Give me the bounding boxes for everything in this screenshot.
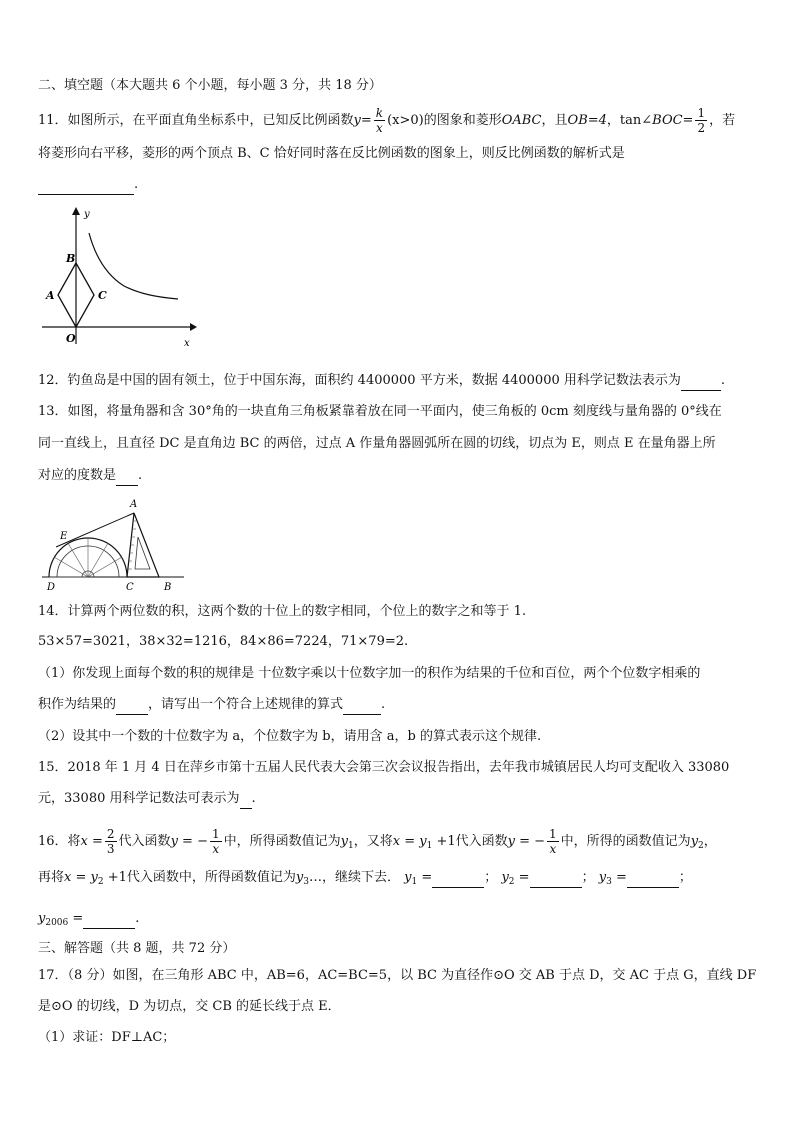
- q16-x3-tail: +1: [103, 870, 127, 885]
- q11-frac-k-x: [374, 106, 385, 135]
- q16-f2-num: 1: [549, 827, 557, 841]
- q11-line3: [38, 176, 758, 195]
- q16-line2: [38, 869, 758, 891]
- q16-x-eq2: x = y: [392, 834, 427, 849]
- q17-line2: 是⊙O 的切线，D 为切点，交 CB 的延长线于点 E．: [38, 999, 341, 1014]
- section3-heading: 三、解答题（共 8 题，共 72 分）: [38, 941, 236, 956]
- q16-text8: 再将: [38, 870, 65, 885]
- q11-line1: [38, 106, 758, 135]
- q16-f2-frac: [547, 827, 559, 856]
- q16-y1-sub: 1: [347, 841, 354, 851]
- q16-ans3-eq: =: [611, 870, 627, 885]
- q16-y3: y: [295, 870, 304, 885]
- q11-x-arrow: [190, 323, 197, 331]
- q13-label-a: A: [130, 499, 138, 510]
- q16-ans1-sub: 1: [411, 877, 418, 887]
- q16-y2-sub: 2: [698, 841, 704, 851]
- q13-label-d: D: [47, 582, 56, 593]
- q11-tan-num: 1: [697, 106, 706, 120]
- q11-label-o: O: [66, 332, 76, 345]
- q11-frac-num: k: [375, 106, 384, 120]
- q16-f-num: 1: [211, 827, 220, 841]
- q16-y1: y: [340, 834, 348, 849]
- q12-line: [38, 372, 758, 391]
- q11-y-label: y: [84, 209, 90, 220]
- q13-triangle-inner: [135, 537, 150, 569]
- q15-end: .: [251, 791, 256, 806]
- q16-y-eq: y = −: [170, 834, 208, 849]
- q11-text2: (x>0)的图象和菱形: [387, 113, 502, 128]
- q11-text4: ，tan∠: [606, 113, 653, 128]
- q16-ans4-eq: =: [68, 911, 84, 926]
- q13-label-c: C: [126, 582, 134, 593]
- q16-sep2: ；: [581, 870, 595, 885]
- q16-text2: 代入函数: [118, 834, 171, 849]
- q16-y3-sub: 3: [303, 877, 309, 887]
- q16-y2: y: [690, 834, 699, 849]
- q13-figure: [38, 497, 188, 595]
- q16-ans1-eq: =: [417, 870, 433, 885]
- q11-figure: [38, 204, 198, 349]
- q16-answer-blank-3[interactable]: [627, 869, 679, 888]
- q15-answer-blank[interactable]: [240, 790, 252, 809]
- q13-tangent-line: [56, 513, 134, 547]
- q11-text: 11．如图所示，在平面直角坐标系中，已知反比例函数: [38, 113, 354, 128]
- q16-ans3-sub: 3: [606, 877, 612, 887]
- q11-boc: BOC=: [652, 113, 694, 128]
- q11-label-a: A: [46, 289, 55, 302]
- q11-y-arrow: [72, 207, 80, 215]
- q16-ans3-label: y: [598, 870, 607, 885]
- q14-line4: [38, 696, 758, 715]
- q15-line1: 15．2018 年 1 月 4 日在萍乡市第十五届人民代表大会第三次会议报告指出，去年我市城镇居民人均可支配收入 33080: [38, 760, 730, 775]
- q11-rhombus: OABC: [501, 113, 542, 128]
- q14-line2: 53×57=3021，38×32=1216，84×86=7224，71×79=2.: [38, 634, 409, 649]
- q16-y-eq2: y = −: [507, 834, 546, 849]
- q16-end: .: [135, 911, 140, 926]
- q11-tan-den: 2: [697, 121, 706, 135]
- q16-text3: 中，所得函数值记为: [223, 834, 341, 849]
- q11-line2: 将菱形向右平移，菱形的两个顶点 B、C 恰好同时落在反比例函数的图象上，则反比例函数的解析式是: [38, 146, 625, 161]
- q16-x2-tail: +1: [432, 834, 456, 849]
- q14-text-c: .: [381, 697, 386, 712]
- q14-answer-blank-2[interactable]: [343, 696, 381, 715]
- q16-ans2-label: y: [501, 870, 509, 885]
- q16-text4: ，又将: [353, 834, 393, 849]
- q15-line2: [38, 790, 758, 809]
- q15-text: 元，33080 用科学记数法可表示为: [38, 791, 240, 806]
- section2-heading: 二、填空题（本大题共 6 个小题，每小题 3 分，共 18 分）: [38, 78, 382, 93]
- q16-x2-sub: 1: [426, 841, 433, 851]
- q16-line1: [38, 827, 758, 856]
- q14-text-a: 积作为结果的: [38, 697, 117, 712]
- q13-label-e: E: [60, 531, 68, 542]
- q16-ans2-eq: =: [514, 870, 530, 885]
- q16-ans2-sub: 2: [508, 877, 515, 887]
- q13-line1: 13．如图，将量角器和含 30°角的一块直角三角板紧靠着放在同一平面内，使三角板的 0cm 刻度线与量角器的 0°线在: [38, 404, 722, 419]
- q16-text6: 中，所得的函数值记为: [560, 834, 691, 849]
- q17-line3: （1）求证：DF⊥AC；: [38, 1030, 176, 1045]
- q14-line5: （2）设其中一个数的十位数字为 a，个位数字为 b，请用含 a，b 的算式表示这个规律.: [38, 729, 542, 744]
- q11-func-y: y=: [353, 113, 372, 128]
- q11-label-c: C: [98, 289, 107, 302]
- q14-line3: （1）你发现上面每个数的积的规律是 十位数字乘以十位数字加一的积作为结果的千位和百位，两个个位数字相乘的: [38, 666, 701, 681]
- q13-answer-blank[interactable]: [116, 467, 138, 486]
- q16-x-den: 3: [106, 842, 115, 856]
- q16-text9: 代入函数中，所得函数值记为: [126, 870, 296, 885]
- q11-text3: ，且: [541, 113, 568, 128]
- q17-line1: 17．（8 分）如图，在三角形 ABC 中，AB=6，AC=BC=5，以 BC 为直径作⊙O 交 AB 于点 D，交 AC 于点 G，直线 DF: [38, 968, 757, 983]
- q11-ob: OB=4: [567, 113, 607, 128]
- q16-x3-sub: 2: [97, 877, 104, 887]
- q11-answer-blank[interactable]: [38, 176, 134, 195]
- q16-f2-den: x: [549, 842, 557, 856]
- q13-text: 对应的度数是: [38, 468, 117, 483]
- q12-text: 12．钓鱼岛是中国的固有领土，位于中国东海，面积约 4400000 平方米，数据 4400000 用科学记数法表示为: [38, 373, 681, 388]
- q16-answer-blank-4[interactable]: [83, 910, 135, 929]
- q14-text-b: ，请写出一个符合上述规律的算式: [148, 697, 344, 712]
- q16-x-eq3: x = y: [64, 870, 98, 885]
- q13-label-b: B: [164, 582, 172, 593]
- q16-text10: …，继续下去．: [309, 870, 401, 885]
- q12-answer-blank[interactable]: [681, 372, 721, 391]
- q11-frac-den: x: [376, 121, 383, 135]
- q16-answer-blank-2[interactable]: [530, 869, 582, 888]
- q14-line1: 14．计算两个两位数的积，这两个数的十位上的数字相同，个位上的数字之和等于 1.: [38, 604, 527, 619]
- q11-end: .: [134, 177, 139, 192]
- q16-x-num: 2: [106, 827, 115, 841]
- q11-text5: ，若: [709, 113, 736, 128]
- q16-x-frac: [105, 827, 117, 856]
- q16-ans1-label: y: [404, 870, 412, 885]
- q16-f-frac: [210, 827, 222, 856]
- q11-x-label: x: [184, 338, 190, 349]
- q16-text1: 16．将: [38, 834, 81, 849]
- q11-tan-frac: [695, 106, 707, 135]
- q16-x-eq: x =: [80, 834, 103, 849]
- q16-ans4-sub: 2006: [45, 918, 69, 928]
- q13-end: .: [138, 468, 143, 483]
- q16-sep1: ；: [484, 870, 498, 885]
- q16-text5: 代入函数: [455, 834, 508, 849]
- q16-ans4-label: y: [38, 911, 46, 926]
- q13-line2: 同一直线上，且直径 DC 是直角边 BC 的两倍，过点 A 作量角器圆弧所在圆的切线，切点为 E，则点 E 在量角器上所: [38, 436, 716, 451]
- q13-line3: [38, 467, 758, 486]
- q12-end: .: [720, 373, 726, 388]
- q16-answer-blank-1[interactable]: [432, 869, 484, 888]
- q11-label-b: B: [66, 252, 76, 265]
- q16-sep3: ；: [678, 870, 692, 885]
- q14-answer-blank-1[interactable]: [116, 696, 148, 715]
- q16-text7: ，: [703, 834, 717, 849]
- q16-f-den: x: [212, 842, 220, 856]
- q16-line3: [38, 910, 758, 932]
